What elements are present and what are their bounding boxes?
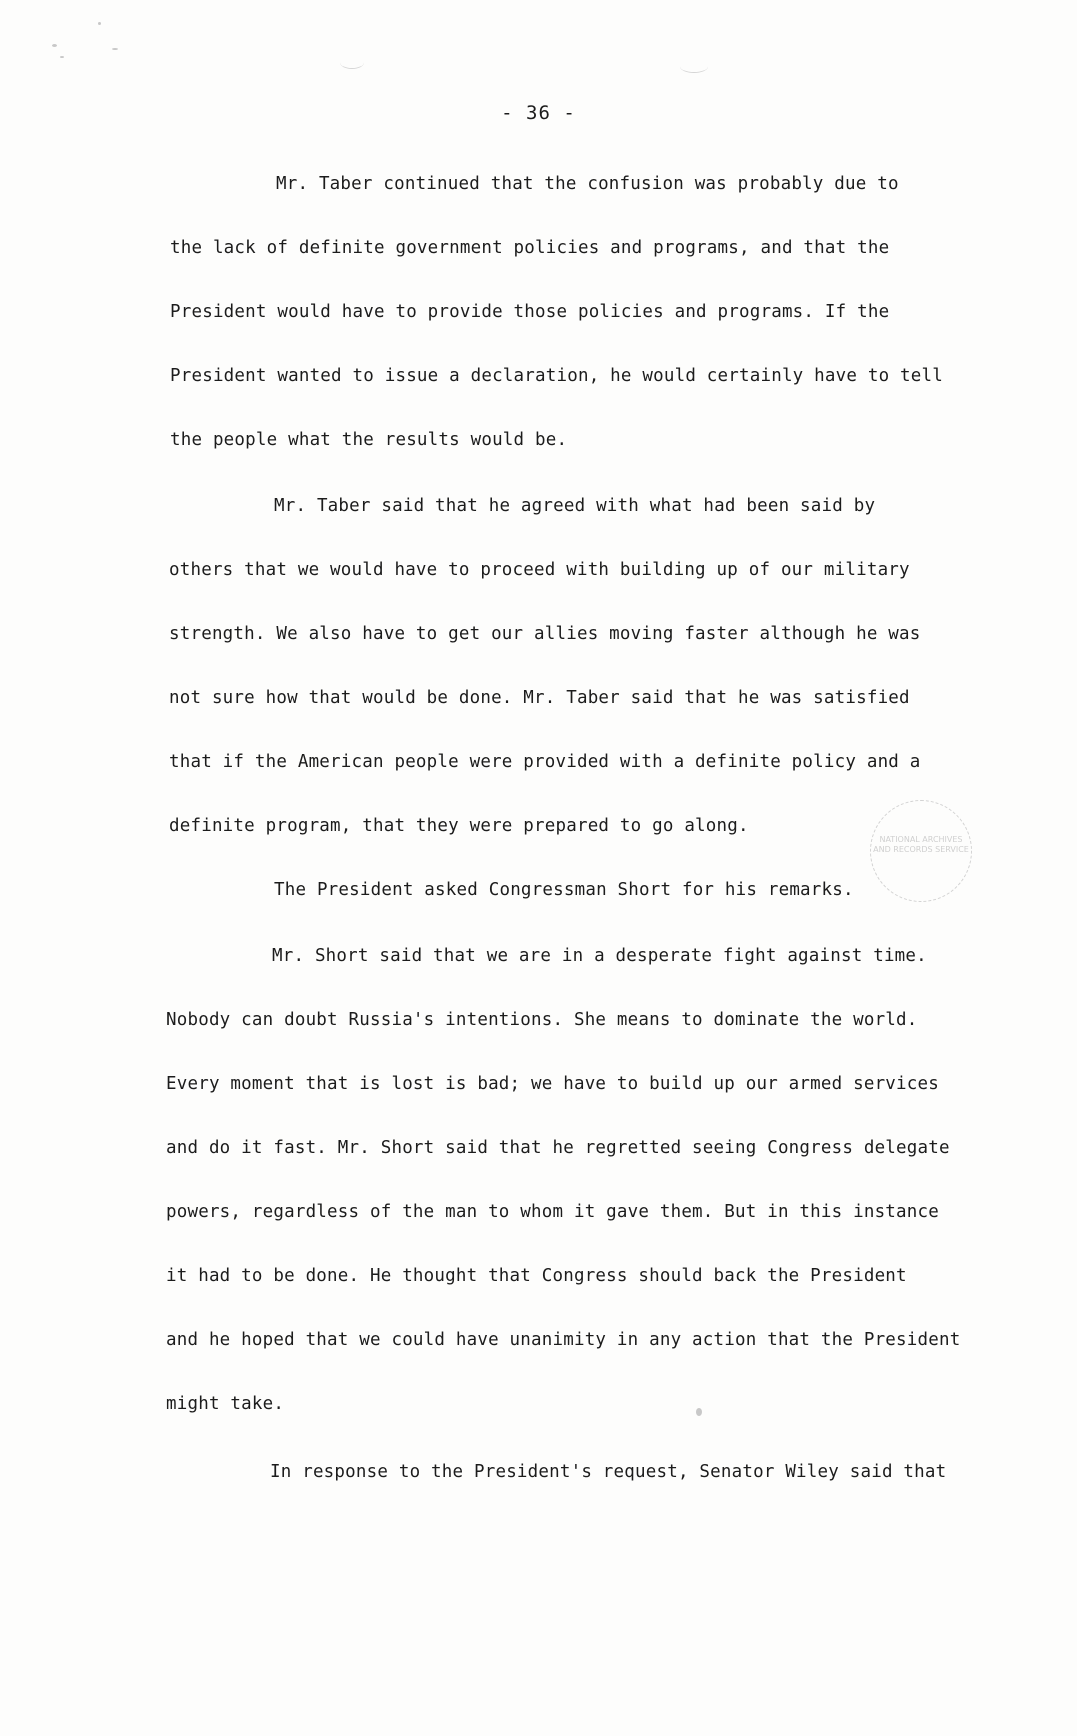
scan-speck bbox=[98, 22, 101, 25]
text-line: The President asked Congressman Short for his remarks. bbox=[274, 880, 854, 900]
text-line: it had to be done. He thought that Congress should back the President bbox=[166, 1266, 907, 1286]
scan-speck bbox=[696, 1408, 702, 1416]
text-line: President would have to provide those policies and programs. If the bbox=[170, 302, 890, 322]
text-line: In response to the President's request, Senator Wiley said that bbox=[270, 1462, 947, 1482]
text-line: President wanted to issue a declaration, he would certainly have to tell bbox=[170, 366, 943, 386]
text-line: and do it fast. Mr. Short said that he regretted seeing Congress delegate bbox=[166, 1138, 950, 1158]
text-line: strength. We also have to get our allies moving faster although he was bbox=[169, 624, 921, 644]
text-line: the people what the results would be. bbox=[170, 430, 568, 450]
text-line: Mr. Taber said that he agreed with what had been said by bbox=[274, 496, 876, 516]
scan-mark bbox=[340, 56, 364, 69]
scan-speck bbox=[112, 48, 118, 50]
text-line: Mr. Taber continued that the confusion was probably due to bbox=[276, 174, 899, 194]
text-line: Mr. Short said that we are in a desperate fight against time. bbox=[272, 946, 927, 966]
page-number: - 36 - bbox=[501, 102, 576, 124]
text-line: Every moment that is lost is bad; we have to build up our armed services bbox=[166, 1074, 939, 1094]
scan-speck bbox=[52, 44, 57, 47]
text-line: might take. bbox=[166, 1394, 285, 1414]
text-line: Nobody can doubt Russia's intentions. She means to dominate the world. bbox=[166, 1010, 918, 1030]
text-line: definite program, that they were prepared to go along. bbox=[169, 816, 749, 836]
text-line: others that we would have to proceed with building up of our military bbox=[169, 560, 910, 580]
scan-speck bbox=[60, 56, 64, 58]
text-line: powers, regardless of the man to whom it gave them. But in this instance bbox=[166, 1202, 939, 1222]
archive-stamp bbox=[870, 800, 972, 902]
text-line: that if the American people were provided with a definite policy and a bbox=[169, 752, 921, 772]
text-line: and he hoped that we could have unanimity in any action that the President bbox=[166, 1330, 961, 1350]
text-line: not sure how that would be done. Mr. Taber said that he was satisfied bbox=[169, 688, 910, 708]
text-line: the lack of definite government policies and programs, and that the bbox=[170, 238, 890, 258]
archive-stamp-text: NATIONAL ARCHIVES AND RECORDS SERVICE bbox=[873, 835, 969, 854]
scan-mark bbox=[680, 60, 708, 73]
